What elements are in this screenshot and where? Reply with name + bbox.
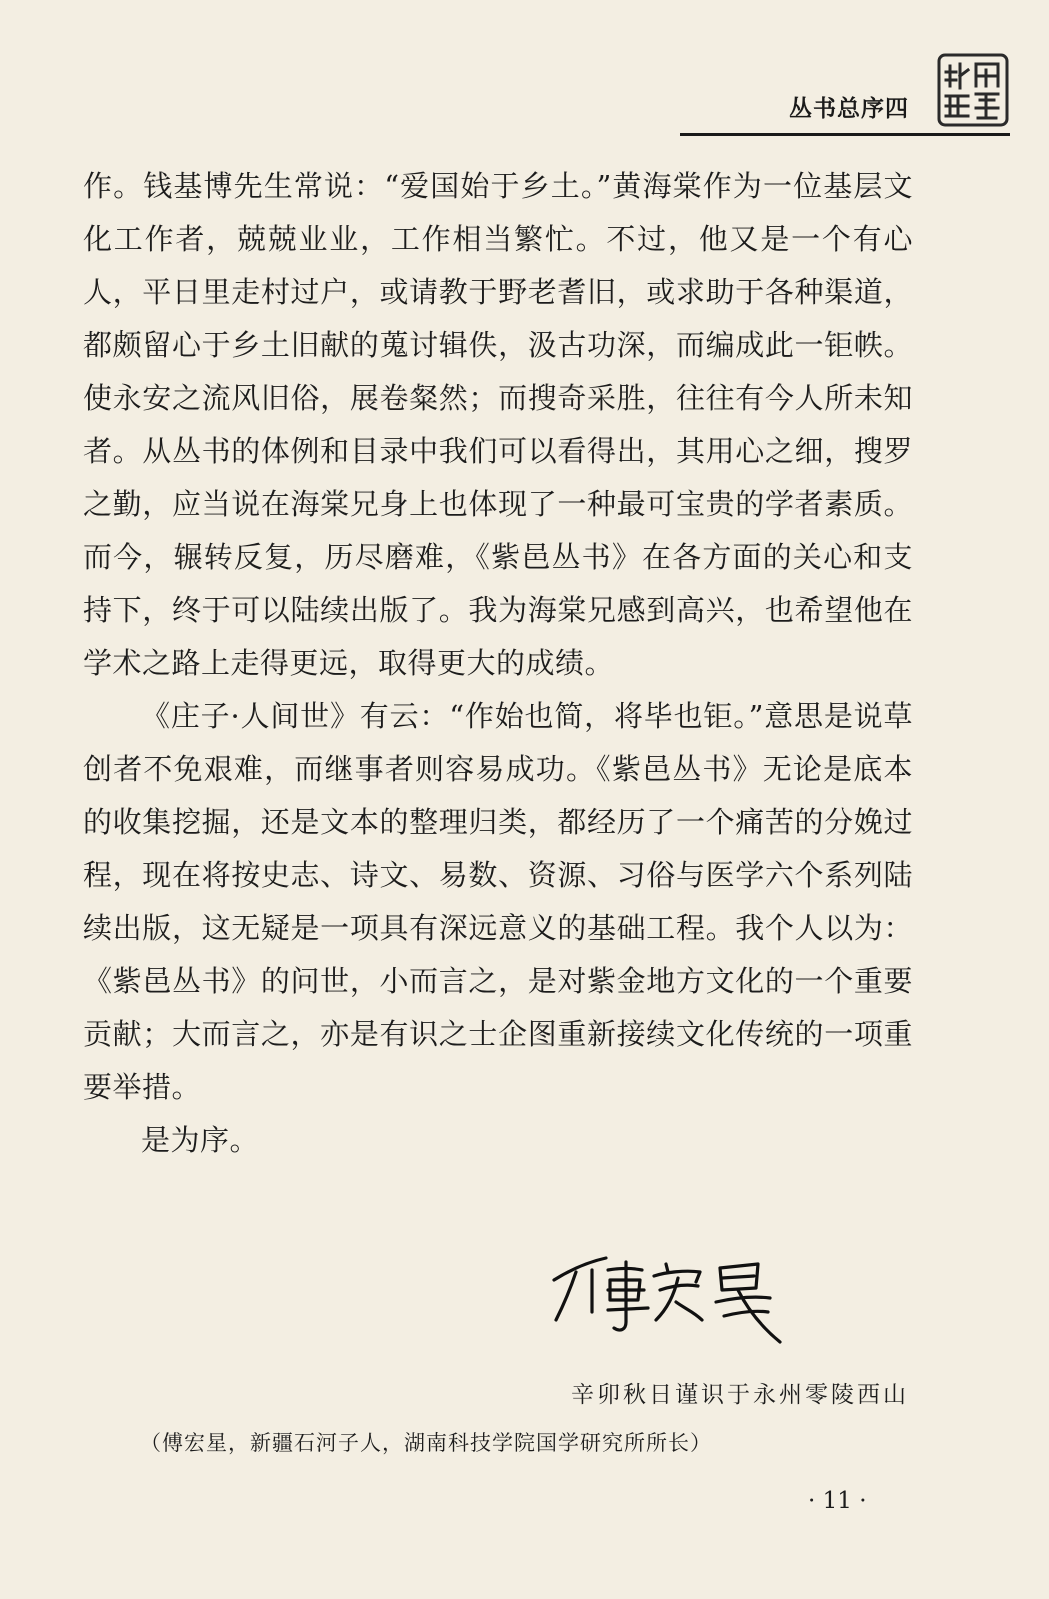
paragraph-1: 作。钱基博先生常说：“爱国始于乡土。”黄海棠作为一位基层文化工作者，兢兢业业，工作相当繁忙。不过，他又是一个有心人，平日里走村过户，或请教于野老耆旧，或求助于各种渠道，都颇留心于乡土旧献的蒐讨辑佚，汲古功深，而编成此一钜帙。使永安之流风旧俗，展卷粲然；而搜奇采胜，往往有今人所未知者。从丛书的体例和目录中我们可以看得出，其用心之细，搜罗之勤，应当说在海棠兄身上也体现了一种最可宝贵的学者素质。而今，辗转反复，历尽磨难，《紫邑丛书》在各方面的关心和支持下，终于可以陆续出版了。我为海棠兄感到高兴，也希望他在学术之路上走得更远，取得更大的成绩。 bbox=[83, 169, 913, 680]
paragraph-3: 是为序。 bbox=[141, 1123, 260, 1157]
handwritten-signature bbox=[548, 1250, 808, 1350]
author-bio: （傅宏星，新疆石河子人，湖南科技学院国学研究所所长） bbox=[140, 1431, 712, 1455]
date-and-place: 辛卯秋日谨识于永州零陵西山 bbox=[571, 1382, 909, 1408]
running-header-title: 丛书总序四 bbox=[789, 96, 909, 122]
header-rule bbox=[680, 133, 1010, 136]
seal-stamp-icon bbox=[936, 52, 1010, 128]
preface-body bbox=[83, 160, 913, 1167]
page-number: · 11 · bbox=[808, 1488, 867, 1514]
paragraph-2: 《庄子·人间世》有云：“作始也简，将毕也钜。”意思是说草创者不免艰难，而继事者则容易成功。《紫邑丛书》无论是底本的收集挖掘，还是文本的整理归类，都经历了一个痛苦的分娩过程，现在将按史志、诗文、易数、资源、习俗与医学六个系列陆续出版，这无疑是一项具有深远意义的基础工程。我个人以为：《紫邑丛书》的问世，小而言之，是对紫金地方文化的一个重要贡献；大而言之，亦是有识之士企图重新接续文化传统的一项重要举措。 bbox=[83, 699, 913, 1104]
